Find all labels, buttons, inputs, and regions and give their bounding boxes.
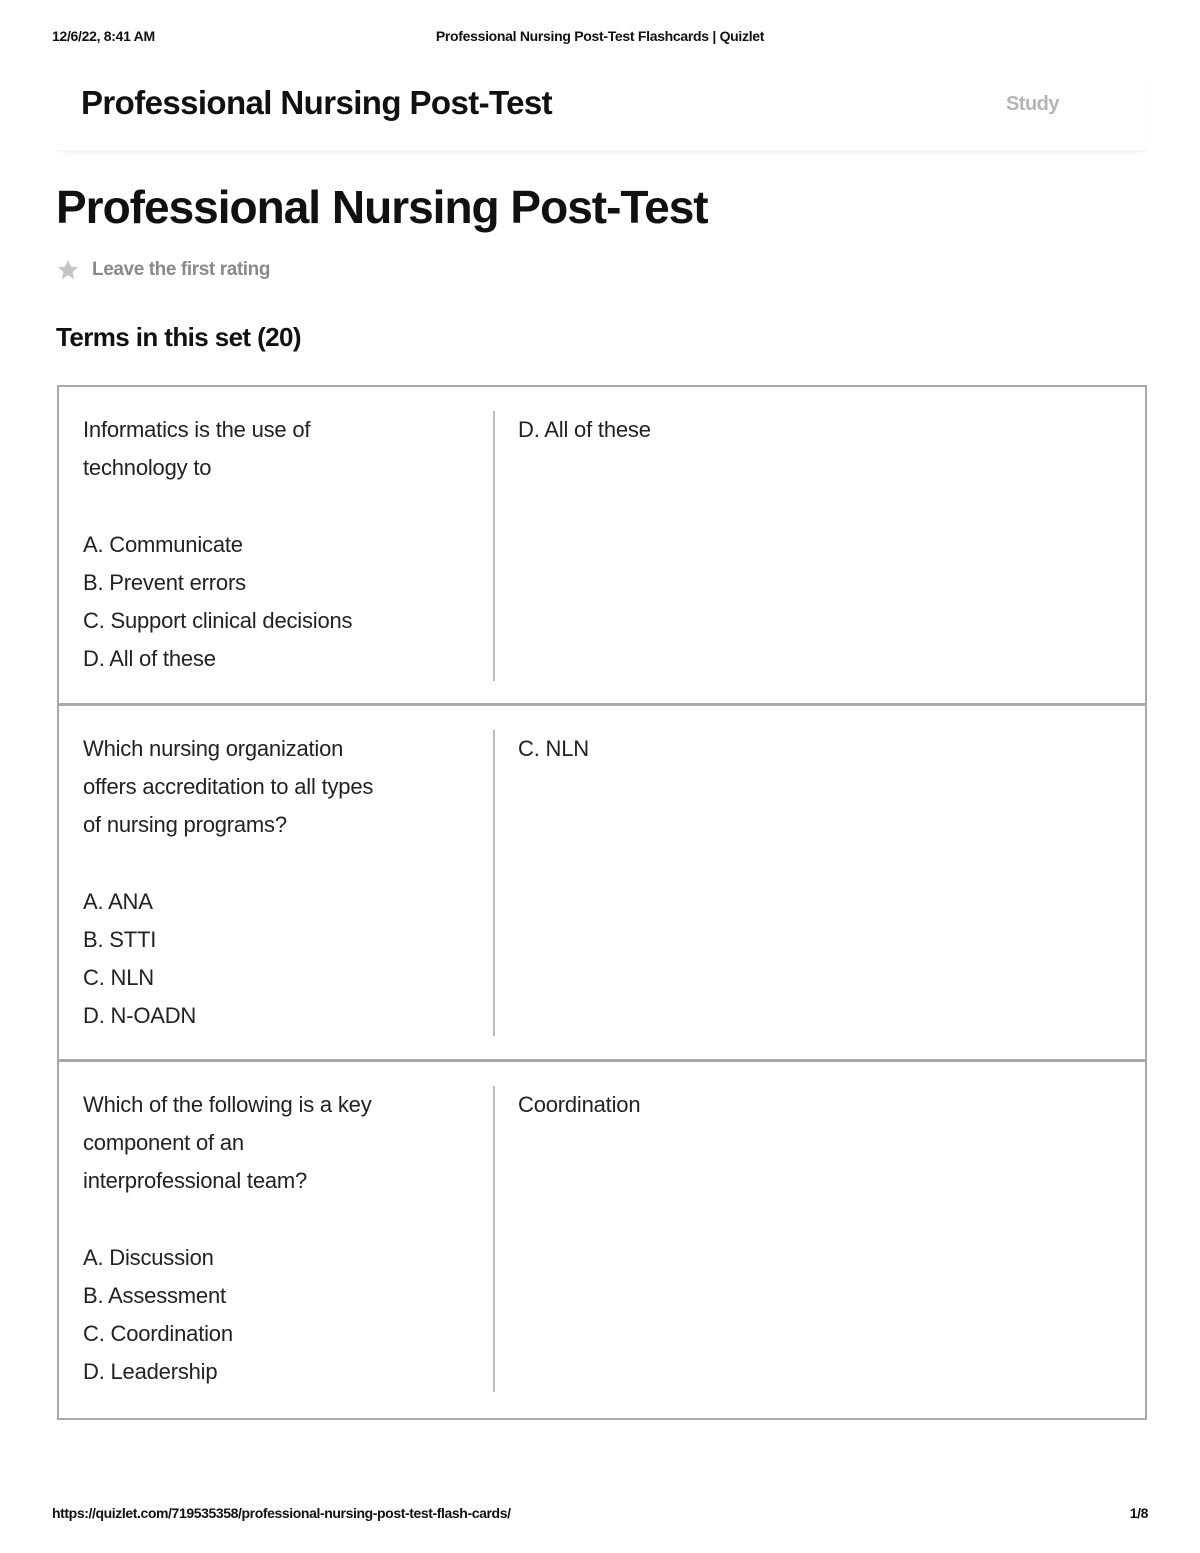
term-line: Informatics is the use of: [83, 417, 311, 442]
term-option: C. Coordination: [83, 1321, 233, 1347]
card-term: [83, 730, 495, 1036]
term-option: A. ANA: [83, 888, 153, 914]
print-footer: [52, 1505, 1148, 1525]
print-page-number: 1/8: [1129, 1505, 1148, 1521]
term-option: B. Assessment: [83, 1283, 226, 1308]
print-url: https://quizlet.com/719535358/professional-nursing-post-test-flash-cards/: [52, 1505, 511, 1521]
term-option: C. NLN: [83, 965, 154, 991]
flashcard-list: [57, 385, 1147, 1420]
term-line: offers accreditation to all types: [83, 774, 374, 800]
flashcard: [59, 1062, 1145, 1418]
flashcard: [59, 706, 1145, 1062]
print-datetime: 12/6/22, 8:41 AM: [52, 28, 155, 44]
rating-text[interactable]: Leave the first rating: [92, 259, 271, 280]
print-doc-title: Professional Nursing Post-Test Flashcards | Quizlet: [435, 28, 765, 44]
term-option: D. N-OADN: [83, 1003, 197, 1029]
term-line: technology to: [83, 455, 212, 481]
term-line: interprofessional team?: [83, 1168, 308, 1194]
card-definition: Coordination: [518, 1092, 641, 1117]
term-option: A. Discussion: [83, 1244, 214, 1270]
term-option: D. All of these: [83, 646, 216, 672]
term-option: A. Communicate: [83, 531, 243, 557]
rating-control[interactable]: [56, 256, 270, 284]
card-definition: D. All of these: [518, 417, 651, 442]
term-line: component of an: [83, 1130, 244, 1156]
term-option: B. Prevent errors: [83, 569, 246, 595]
print-header: [52, 28, 1148, 48]
card-term: [83, 411, 495, 681]
page-title: Professional Nursing Post-Test: [56, 181, 708, 233]
star-icon[interactable]: [56, 258, 80, 282]
term-option: B. STTI: [83, 927, 157, 952]
card-definition: C. NLN: [518, 736, 589, 761]
term-line: Which of the following is a key: [83, 1092, 372, 1117]
study-link[interactable]: Study: [1005, 93, 1059, 115]
header-set-name: Professional Nursing Post-Test: [81, 84, 552, 121]
term-option: D. Leadership: [83, 1359, 218, 1385]
card-term: [83, 1086, 495, 1392]
term-option: C. Support clinical decisions: [83, 608, 353, 633]
term-line: Which nursing organization: [83, 736, 344, 761]
flashcard: [59, 387, 1145, 706]
terms-heading: Terms in this set (20): [56, 322, 301, 352]
term-line: of nursing programs?: [83, 812, 287, 838]
site-header: [57, 60, 1147, 151]
